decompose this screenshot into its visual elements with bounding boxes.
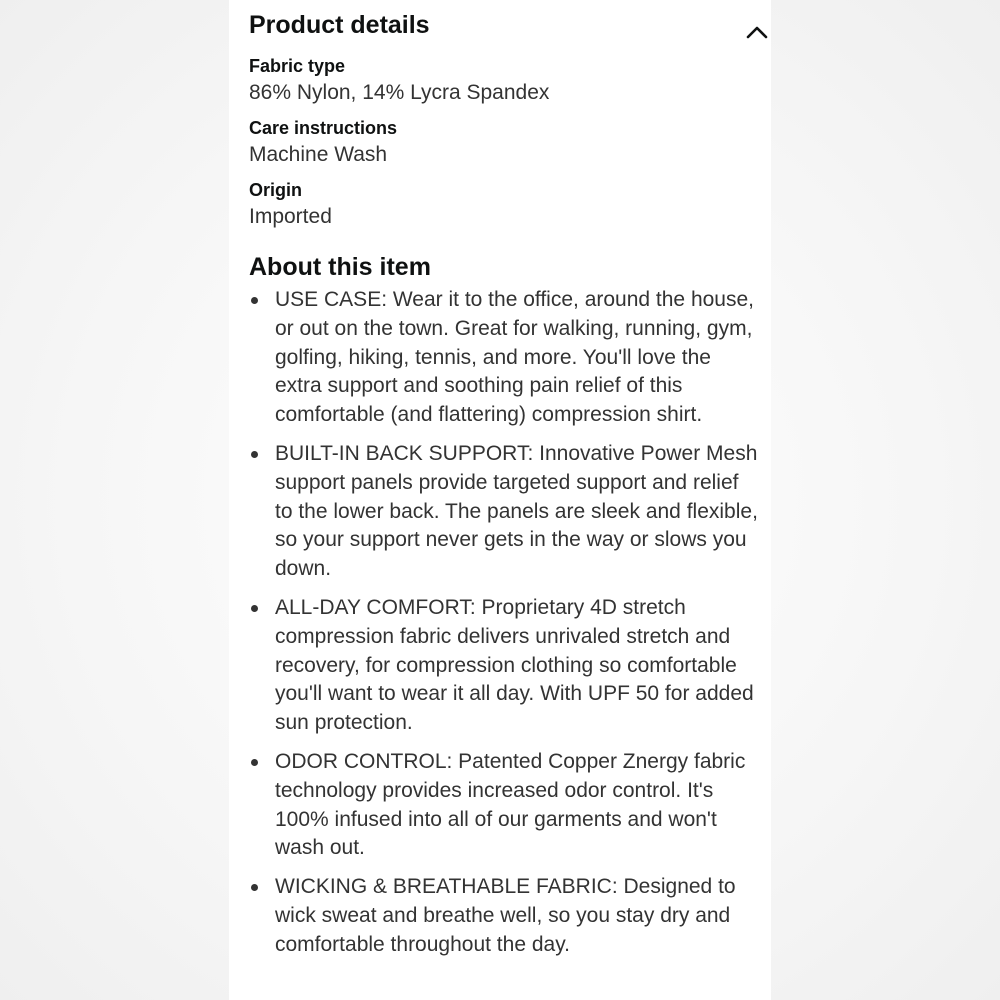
product-info-panel bbox=[229, 0, 771, 1000]
chevron-up-icon bbox=[746, 25, 768, 39]
feature-bullet-text: ODOR CONTROL: Patented Copper Znergy fabric technology provides increased odor control. It's 100% infused into all of our garments and won't wash out. bbox=[275, 749, 746, 860]
feature-bullet bbox=[249, 440, 761, 584]
feature-bullet bbox=[249, 748, 761, 863]
feature-bullet-list bbox=[249, 286, 761, 960]
detail-value: Machine Wash bbox=[249, 143, 388, 166]
product-details-header[interactable] bbox=[249, 0, 771, 54]
detail-origin bbox=[249, 178, 771, 232]
bullet-dot-icon bbox=[251, 451, 258, 458]
product-details-title: Product details bbox=[249, 11, 430, 39]
bullet-dot-icon bbox=[251, 297, 258, 304]
bullet-dot-icon bbox=[251, 884, 258, 891]
detail-label: Origin bbox=[249, 180, 302, 200]
feature-bullet-text: BUILT-IN BACK SUPPORT: Innovative Power Mesh support panels provide targeted support and relief to the lower back. The panels are sleek and flexible, so your support never gets in the way or slows you down. bbox=[275, 441, 758, 581]
about-this-item-title: About this item bbox=[249, 253, 431, 281]
detail-label: Fabric type bbox=[249, 56, 346, 76]
feature-bullet-text: ALL-DAY COMFORT: Proprietary 4D stretch compression fabric delivers unrivaled stretch and recovery, for compression clothing so comfortable you'll want to wear it all day. With UPF 50 for added sun protection. bbox=[275, 595, 754, 735]
feature-bullet-text: WICKING & BREATHABLE FABRIC: Designed to wick sweat and breathe well, so you stay dry and comfortable throughout the day. bbox=[275, 875, 736, 956]
detail-fabric-type bbox=[249, 54, 771, 108]
feature-bullet bbox=[249, 286, 761, 430]
bullet-dot-icon bbox=[251, 605, 258, 612]
detail-value: Imported bbox=[249, 205, 332, 228]
detail-care-instructions bbox=[249, 116, 771, 170]
feature-bullet bbox=[249, 594, 761, 738]
bullet-dot-icon bbox=[251, 759, 258, 766]
collapse-button[interactable] bbox=[743, 20, 771, 44]
detail-value: 86% Nylon, 14% Lycra Spandex bbox=[249, 81, 550, 104]
detail-label: Care instructions bbox=[249, 118, 398, 138]
feature-bullet-text: USE CASE: Wear it to the office, around the house, or out on the town. Great for walking, running, gym, golfing, hiking, tennis, and more. You'll love the extra support and soothing pain relief of this comfortable (and flattering) compression shirt. bbox=[275, 288, 754, 427]
feature-bullet bbox=[249, 873, 761, 959]
